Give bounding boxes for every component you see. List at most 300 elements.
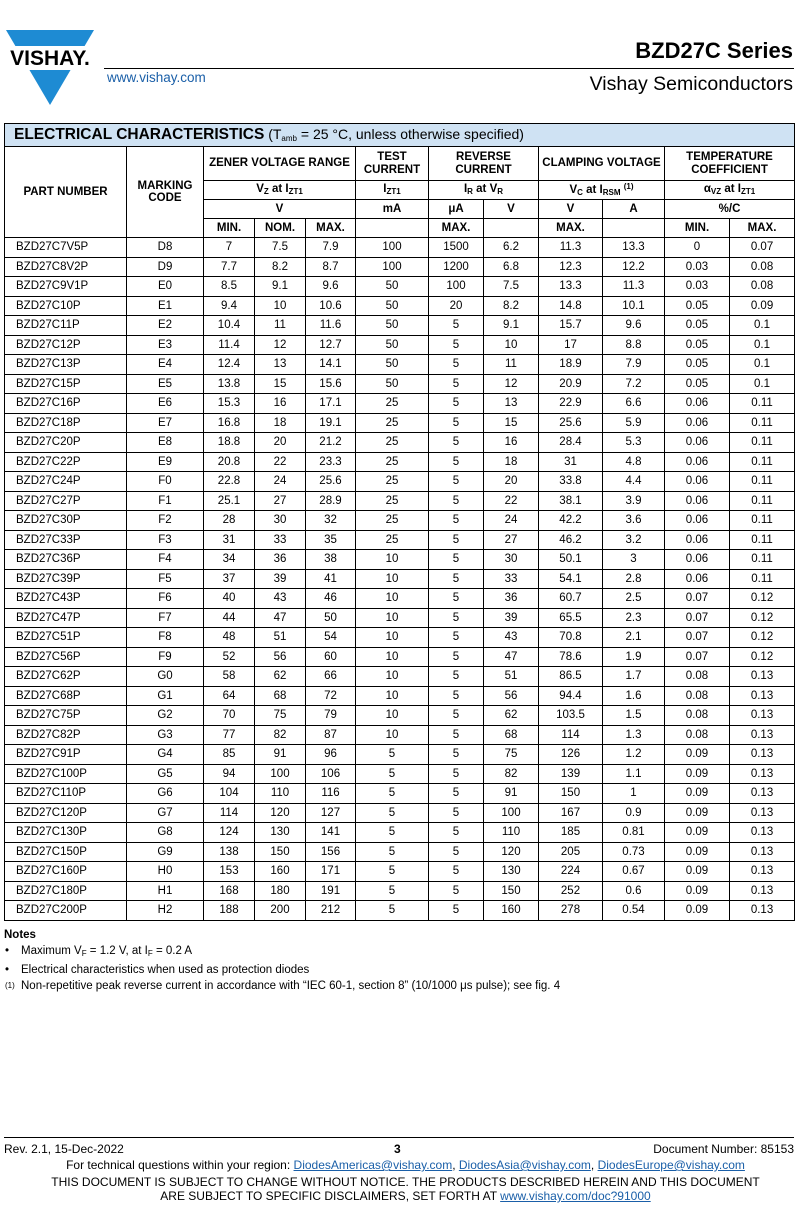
table-cell: 0.13 bbox=[730, 901, 795, 921]
table-cell: 10.6 bbox=[306, 296, 356, 316]
table-cell: 9.1 bbox=[255, 277, 306, 297]
disclaimer-link[interactable]: www.vishay.com/doc?91000 bbox=[500, 1189, 651, 1203]
table-cell: E3 bbox=[127, 335, 204, 355]
table-cell: 1.3 bbox=[603, 725, 665, 745]
table-cell: 54.1 bbox=[539, 569, 603, 589]
table-cell: 9.6 bbox=[306, 277, 356, 297]
table-cell: 94 bbox=[204, 764, 255, 784]
table-cell: 39 bbox=[255, 569, 306, 589]
table-cell: 0.13 bbox=[730, 725, 795, 745]
table-cell: 70.8 bbox=[539, 628, 603, 648]
table-cell: 87 bbox=[306, 725, 356, 745]
table-cell: 0.08 bbox=[665, 725, 730, 745]
table-cell: 28.4 bbox=[539, 433, 603, 453]
table-cell: 25 bbox=[356, 433, 429, 453]
table-cell: 10 bbox=[255, 296, 306, 316]
table-row bbox=[5, 667, 795, 687]
table-cell: 42.2 bbox=[539, 511, 603, 531]
vishay-logo bbox=[6, 30, 94, 105]
table-row bbox=[5, 335, 795, 355]
part-number-cell: BZD27C39P bbox=[5, 569, 127, 589]
table-cell: 46 bbox=[306, 589, 356, 609]
table-cell: 150 bbox=[539, 784, 603, 804]
header-part-number: PART NUMBER bbox=[5, 147, 127, 238]
table-cell: 0.09 bbox=[665, 823, 730, 843]
part-number-cell: BZD27C7V5P bbox=[5, 238, 127, 258]
part-number-cell: BZD27C36P bbox=[5, 550, 127, 570]
footer-contact: For technical questions within your region: DiodesAmericas@vishay.com, DiodesAsia@vishay.com, DiodesEurope@vishay.com bbox=[66, 1158, 745, 1172]
table-cell: 18 bbox=[484, 452, 539, 472]
part-number-cell: BZD27C150P bbox=[5, 842, 127, 862]
table-cell: 100 bbox=[429, 277, 484, 297]
header-test-current: TEST CURRENT bbox=[356, 147, 429, 181]
table-cell: 68 bbox=[255, 686, 306, 706]
table-cell: 5 bbox=[429, 881, 484, 901]
table-row bbox=[5, 550, 795, 570]
table-cell: 94.4 bbox=[539, 686, 603, 706]
table-cell: 188 bbox=[204, 901, 255, 921]
table-cell: 124 bbox=[204, 823, 255, 843]
table-cell: 0.03 bbox=[665, 277, 730, 297]
part-number-cell: BZD27C30P bbox=[5, 511, 127, 531]
table-cell: 1.1 bbox=[603, 764, 665, 784]
part-number-cell: BZD27C82P bbox=[5, 725, 127, 745]
table-cell: 15.3 bbox=[204, 394, 255, 414]
table-cell: E6 bbox=[127, 394, 204, 414]
table-cell: 0.13 bbox=[730, 745, 795, 765]
table-cell: 0.11 bbox=[730, 569, 795, 589]
table-cell: 116 bbox=[306, 784, 356, 804]
table-cell: 18.8 bbox=[204, 433, 255, 453]
part-number-cell: BZD27C68P bbox=[5, 686, 127, 706]
table-cell: 16.8 bbox=[204, 413, 255, 433]
table-title: ELECTRICAL CHARACTERISTICS ($T_{amb} = 25$ °C, unless otherwise specified) bbox=[5, 124, 795, 147]
table-cell: 33.8 bbox=[539, 472, 603, 492]
table-cell: 0.13 bbox=[730, 881, 795, 901]
table-cell: 0.08 bbox=[665, 667, 730, 687]
table-cell: 20.8 bbox=[204, 452, 255, 472]
table-cell: 160 bbox=[484, 901, 539, 921]
header-vr-blank bbox=[484, 219, 539, 238]
table-cell: 0.06 bbox=[665, 530, 730, 550]
table-cell: 3.9 bbox=[603, 491, 665, 511]
table-cell: 12 bbox=[484, 374, 539, 394]
table-cell: 64 bbox=[204, 686, 255, 706]
table-cell: 5 bbox=[429, 511, 484, 531]
table-cell: 12 bbox=[255, 335, 306, 355]
table-cell: 22.8 bbox=[204, 472, 255, 492]
table-cell: F0 bbox=[127, 472, 204, 492]
table-cell: 141 bbox=[306, 823, 356, 843]
table-cell: 6.8 bbox=[484, 257, 539, 277]
part-number-cell: BZD27C200P bbox=[5, 901, 127, 921]
table-cell: 10.1 bbox=[603, 296, 665, 316]
table-cell: 2.3 bbox=[603, 608, 665, 628]
part-number-cell: BZD27C10P bbox=[5, 296, 127, 316]
part-number-cell: BZD27C120P bbox=[5, 803, 127, 823]
table-cell: 58 bbox=[204, 667, 255, 687]
table-cell: 86.5 bbox=[539, 667, 603, 687]
table-row bbox=[5, 745, 795, 765]
table-cell: 171 bbox=[306, 862, 356, 882]
table-cell: 11.6 bbox=[306, 316, 356, 336]
table-cell: E0 bbox=[127, 277, 204, 297]
table-cell: 18.9 bbox=[539, 355, 603, 375]
table-cell: 37 bbox=[204, 569, 255, 589]
table-cell: 75 bbox=[484, 745, 539, 765]
document-title: BZD27C Series bbox=[635, 38, 793, 63]
table-cell: 0.11 bbox=[730, 472, 795, 492]
unit-milliamps: mA bbox=[356, 200, 429, 219]
table-cell: G6 bbox=[127, 784, 204, 804]
table-cell: 51 bbox=[484, 667, 539, 687]
part-number-cell: BZD27C180P bbox=[5, 881, 127, 901]
unit-percent-per-c: %/C bbox=[665, 200, 795, 219]
table-cell: 5 bbox=[429, 335, 484, 355]
table-cell: 3.6 bbox=[603, 511, 665, 531]
table-cell: 5 bbox=[356, 764, 429, 784]
header-reverse-current: REVERSE CURRENT bbox=[429, 147, 539, 181]
table-cell: 167 bbox=[539, 803, 603, 823]
logo-text: VISHAY. bbox=[10, 47, 90, 70]
table-cell: 0.09 bbox=[665, 901, 730, 921]
table-cell: 7.7 bbox=[204, 257, 255, 277]
table-cell: 96 bbox=[306, 745, 356, 765]
table-cell: 28.9 bbox=[306, 491, 356, 511]
table-cell: 25 bbox=[356, 452, 429, 472]
table-cell: 0.06 bbox=[665, 452, 730, 472]
table-cell: 10 bbox=[356, 667, 429, 687]
table-cell: E7 bbox=[127, 413, 204, 433]
table-cell: 50.1 bbox=[539, 550, 603, 570]
table-cell: 3 bbox=[603, 550, 665, 570]
email-europe-link[interactable]: DiodesEurope@vishay.com bbox=[597, 1158, 745, 1172]
part-number-cell: BZD27C51P bbox=[5, 628, 127, 648]
table-cell: F6 bbox=[127, 589, 204, 609]
header-tc-min: MIN. bbox=[665, 219, 730, 238]
table-cell: 22 bbox=[484, 491, 539, 511]
table-cell: G0 bbox=[127, 667, 204, 687]
table-cell: 0.06 bbox=[665, 491, 730, 511]
table-cell: 56 bbox=[484, 686, 539, 706]
table-cell: 5 bbox=[429, 394, 484, 414]
table-cell: G2 bbox=[127, 706, 204, 726]
table-cell: 20 bbox=[255, 433, 306, 453]
table-row bbox=[5, 530, 795, 550]
table-cell: 5 bbox=[356, 862, 429, 882]
table-cell: 0.54 bbox=[603, 901, 665, 921]
table-cell: 5 bbox=[429, 316, 484, 336]
table-cell: 160 bbox=[255, 862, 306, 882]
header-rule bbox=[104, 68, 794, 69]
table-cell: 278 bbox=[539, 901, 603, 921]
table-cell: 11 bbox=[255, 316, 306, 336]
table-cell: 0.08 bbox=[730, 257, 795, 277]
table-row bbox=[5, 862, 795, 882]
table-cell: 103.5 bbox=[539, 706, 603, 726]
table-cell: G7 bbox=[127, 803, 204, 823]
header-vz-at-izt1: $V_Z$ at $I_{ZT1}$ bbox=[204, 181, 356, 200]
part-number-cell: BZD27C22P bbox=[5, 452, 127, 472]
table-cell: 12.3 bbox=[539, 257, 603, 277]
table-cell: 138 bbox=[204, 842, 255, 862]
table-cell: 4.4 bbox=[603, 472, 665, 492]
table-cell: 0.9 bbox=[603, 803, 665, 823]
table-row bbox=[5, 881, 795, 901]
table-cell: 7.9 bbox=[306, 238, 356, 258]
footer-disclaimer: THIS DOCUMENT IS SUBJECT TO CHANGE WITHOUT NOTICE. THE PRODUCTS DESCRIBED HEREIN AND THIS DOCUMENT ARE SUBJECT TO SPECIFIC DISCLAIMERS, SET FORTH AT www.vishay.com/doc?91000 bbox=[51, 1175, 760, 1203]
table-cell: 25 bbox=[356, 530, 429, 550]
table-cell: 10.4 bbox=[204, 316, 255, 336]
header-izt1: $I_{ZT1}$ bbox=[356, 181, 429, 200]
note-protection-diodes: • Electrical characteristics when used as protection diodes bbox=[5, 964, 310, 976]
table-cell: 12.2 bbox=[603, 257, 665, 277]
table-cell: 10 bbox=[356, 569, 429, 589]
table-cell: 10 bbox=[356, 550, 429, 570]
document-subtitle: Vishay Semiconductors bbox=[589, 73, 793, 95]
table-cell: G3 bbox=[127, 725, 204, 745]
table-cell: 205 bbox=[539, 842, 603, 862]
table-cell: 0.13 bbox=[730, 764, 795, 784]
table-row bbox=[5, 394, 795, 414]
table-cell: 0.6 bbox=[603, 881, 665, 901]
table-cell: 5 bbox=[429, 433, 484, 453]
table-cell: 2.1 bbox=[603, 628, 665, 648]
table-cell: 5 bbox=[356, 803, 429, 823]
table-cell: 50 bbox=[356, 374, 429, 394]
table-cell: 6.6 bbox=[603, 394, 665, 414]
table-cell: F7 bbox=[127, 608, 204, 628]
table-cell: 0.12 bbox=[730, 628, 795, 648]
table-cell: 5 bbox=[429, 686, 484, 706]
part-number-cell: BZD27C15P bbox=[5, 374, 127, 394]
table-cell: 25 bbox=[356, 394, 429, 414]
header-temperature-coefficient: TEMPERATURE COEFFICIENT bbox=[665, 147, 795, 181]
table-cell: 8.8 bbox=[603, 335, 665, 355]
table-cell: 15 bbox=[484, 413, 539, 433]
part-number-cell: BZD27C27P bbox=[5, 491, 127, 511]
table-cell: 82 bbox=[484, 764, 539, 784]
table-cell: H2 bbox=[127, 901, 204, 921]
table-cell: 33 bbox=[484, 569, 539, 589]
table-cell: 1.5 bbox=[603, 706, 665, 726]
table-cell: 1.7 bbox=[603, 667, 665, 687]
table-cell: 28 bbox=[204, 511, 255, 531]
table-cell: 10 bbox=[356, 608, 429, 628]
table-cell: 7.9 bbox=[603, 355, 665, 375]
table-cell: 130 bbox=[255, 823, 306, 843]
table-cell: G1 bbox=[127, 686, 204, 706]
table-cell: 21.2 bbox=[306, 433, 356, 453]
table-row bbox=[5, 901, 795, 921]
table-cell: 5 bbox=[429, 862, 484, 882]
table-cell: 114 bbox=[539, 725, 603, 745]
table-cell: G9 bbox=[127, 842, 204, 862]
table-cell: 12.4 bbox=[204, 355, 255, 375]
table-cell: E5 bbox=[127, 374, 204, 394]
table-cell: 50 bbox=[306, 608, 356, 628]
table-cell: 5 bbox=[429, 491, 484, 511]
table-cell: 0.09 bbox=[665, 842, 730, 862]
table-cell: 0.06 bbox=[665, 413, 730, 433]
table-cell: 25 bbox=[356, 413, 429, 433]
unit-volts: V bbox=[204, 200, 356, 219]
header-url-link[interactable]: www.vishay.com bbox=[107, 70, 206, 85]
table-cell: 54 bbox=[306, 628, 356, 648]
table-row bbox=[5, 569, 795, 589]
document-number: Document Number: 85153 bbox=[653, 1142, 794, 1156]
table-cell: 5 bbox=[429, 355, 484, 375]
table-cell: 20 bbox=[484, 472, 539, 492]
table-cell: 41 bbox=[306, 569, 356, 589]
table-cell: 5 bbox=[429, 842, 484, 862]
table-cell: 7.5 bbox=[484, 277, 539, 297]
table-cell: 5 bbox=[356, 842, 429, 862]
header-marking-code: MARKING CODE bbox=[127, 147, 204, 238]
table-row bbox=[5, 589, 795, 609]
table-cell: 12.7 bbox=[306, 335, 356, 355]
table-cell: 30 bbox=[255, 511, 306, 531]
part-number-cell: BZD27C47P bbox=[5, 608, 127, 628]
table-cell: 114 bbox=[204, 803, 255, 823]
table-row bbox=[5, 277, 795, 297]
part-number-cell: BZD27C9V1P bbox=[5, 277, 127, 297]
table-cell: 40 bbox=[204, 589, 255, 609]
table-cell: 150 bbox=[255, 842, 306, 862]
table-cell: 185 bbox=[539, 823, 603, 843]
table-cell: 0.1 bbox=[730, 374, 795, 394]
table-cell: 17 bbox=[539, 335, 603, 355]
table-cell: 0.13 bbox=[730, 823, 795, 843]
part-number-cell: BZD27C20P bbox=[5, 433, 127, 453]
table-cell: E9 bbox=[127, 452, 204, 472]
table-cell: 5 bbox=[429, 530, 484, 550]
header-zener-voltage-range: ZENER VOLTAGE RANGE bbox=[204, 147, 356, 181]
unit-microamps: μA bbox=[429, 200, 484, 219]
table-cell: 156 bbox=[306, 842, 356, 862]
table-cell: 110 bbox=[255, 784, 306, 804]
part-number-cell: BZD27C8V2P bbox=[5, 257, 127, 277]
table-cell: 27 bbox=[484, 530, 539, 550]
table-cell: 16 bbox=[484, 433, 539, 453]
table-cell: 1200 bbox=[429, 257, 484, 277]
notes-title: Notes bbox=[4, 929, 36, 941]
table-cell: 5 bbox=[429, 569, 484, 589]
table-cell: 13 bbox=[484, 394, 539, 414]
table-cell: 25 bbox=[356, 511, 429, 531]
table-cell: 79 bbox=[306, 706, 356, 726]
table-row bbox=[5, 608, 795, 628]
table-cell: 0.06 bbox=[665, 511, 730, 531]
part-number-cell: BZD27C24P bbox=[5, 472, 127, 492]
table-cell: 0.11 bbox=[730, 511, 795, 531]
part-number-cell: BZD27C130P bbox=[5, 823, 127, 843]
table-cell: 200 bbox=[255, 901, 306, 921]
table-cell: 22 bbox=[255, 452, 306, 472]
table-cell: 56 bbox=[255, 647, 306, 667]
table-cell: 5 bbox=[429, 472, 484, 492]
table-cell: 0.13 bbox=[730, 803, 795, 823]
table-cell: 5 bbox=[429, 589, 484, 609]
table-cell: 66 bbox=[306, 667, 356, 687]
table-row bbox=[5, 316, 795, 336]
table-row bbox=[5, 238, 795, 258]
table-cell: 11 bbox=[484, 355, 539, 375]
table-row bbox=[5, 511, 795, 531]
table-cell: 14.1 bbox=[306, 355, 356, 375]
table-cell: 0.09 bbox=[665, 803, 730, 823]
email-asia-link[interactable]: DiodesAsia@vishay.com bbox=[458, 1158, 591, 1172]
table-cell: 5 bbox=[429, 374, 484, 394]
table-cell: 52 bbox=[204, 647, 255, 667]
table-cell: E4 bbox=[127, 355, 204, 375]
table-cell: 0.06 bbox=[665, 433, 730, 453]
table-cell: 0.06 bbox=[665, 569, 730, 589]
table-cell: G5 bbox=[127, 764, 204, 784]
part-number-cell: BZD27C16P bbox=[5, 394, 127, 414]
table-cell: 19.1 bbox=[306, 413, 356, 433]
table-cell: 0.81 bbox=[603, 823, 665, 843]
table-cell: 120 bbox=[484, 842, 539, 862]
table-cell: 75 bbox=[255, 706, 306, 726]
table-cell: E2 bbox=[127, 316, 204, 336]
table-cell: 0.11 bbox=[730, 550, 795, 570]
note-max-vf: • Maximum $V_F = 1.2$ V, at $I_F = 0.2$ A bbox=[5, 945, 193, 958]
header-vz-max: MAX. bbox=[306, 219, 356, 238]
table-cell: 4.8 bbox=[603, 452, 665, 472]
table-cell: 24 bbox=[484, 511, 539, 531]
table-cell: 212 bbox=[306, 901, 356, 921]
table-cell: 1.6 bbox=[603, 686, 665, 706]
table-cell: 38.1 bbox=[539, 491, 603, 511]
table-cell: 130 bbox=[484, 862, 539, 882]
table-cell: 0.67 bbox=[603, 862, 665, 882]
email-americas-link[interactable]: DiodesAmericas@vishay.com bbox=[293, 1158, 453, 1172]
table-cell: 127 bbox=[306, 803, 356, 823]
table-cell: 0.1 bbox=[730, 355, 795, 375]
table-cell: 5 bbox=[429, 413, 484, 433]
table-cell: 0.11 bbox=[730, 452, 795, 472]
table-cell: 10 bbox=[356, 628, 429, 648]
table-row bbox=[5, 784, 795, 804]
table-cell: 17.1 bbox=[306, 394, 356, 414]
table-cell: 100 bbox=[484, 803, 539, 823]
table-cell: 62 bbox=[255, 667, 306, 687]
table-cell: 10 bbox=[356, 647, 429, 667]
table-cell: 85 bbox=[204, 745, 255, 765]
table-cell: 0.09 bbox=[730, 296, 795, 316]
part-number-cell: BZD27C18P bbox=[5, 413, 127, 433]
table-cell: 13.8 bbox=[204, 374, 255, 394]
table-cell: F5 bbox=[127, 569, 204, 589]
table-cell: 8.5 bbox=[204, 277, 255, 297]
table-cell: 25.1 bbox=[204, 491, 255, 511]
table-cell: 9.4 bbox=[204, 296, 255, 316]
electrical-characteristics-table bbox=[4, 123, 795, 921]
table-cell: 1.2 bbox=[603, 745, 665, 765]
part-number-cell: BZD27C75P bbox=[5, 706, 127, 726]
table-cell: 31 bbox=[204, 530, 255, 550]
table-row bbox=[5, 628, 795, 648]
table-cell: 8.2 bbox=[484, 296, 539, 316]
table-cell: 0.05 bbox=[665, 316, 730, 336]
table-cell: 11.4 bbox=[204, 335, 255, 355]
table-cell: 0.13 bbox=[730, 784, 795, 804]
table-cell: 0.05 bbox=[665, 355, 730, 375]
table-cell: 0.07 bbox=[665, 589, 730, 609]
table-row bbox=[5, 686, 795, 706]
table-cell: 1 bbox=[603, 784, 665, 804]
